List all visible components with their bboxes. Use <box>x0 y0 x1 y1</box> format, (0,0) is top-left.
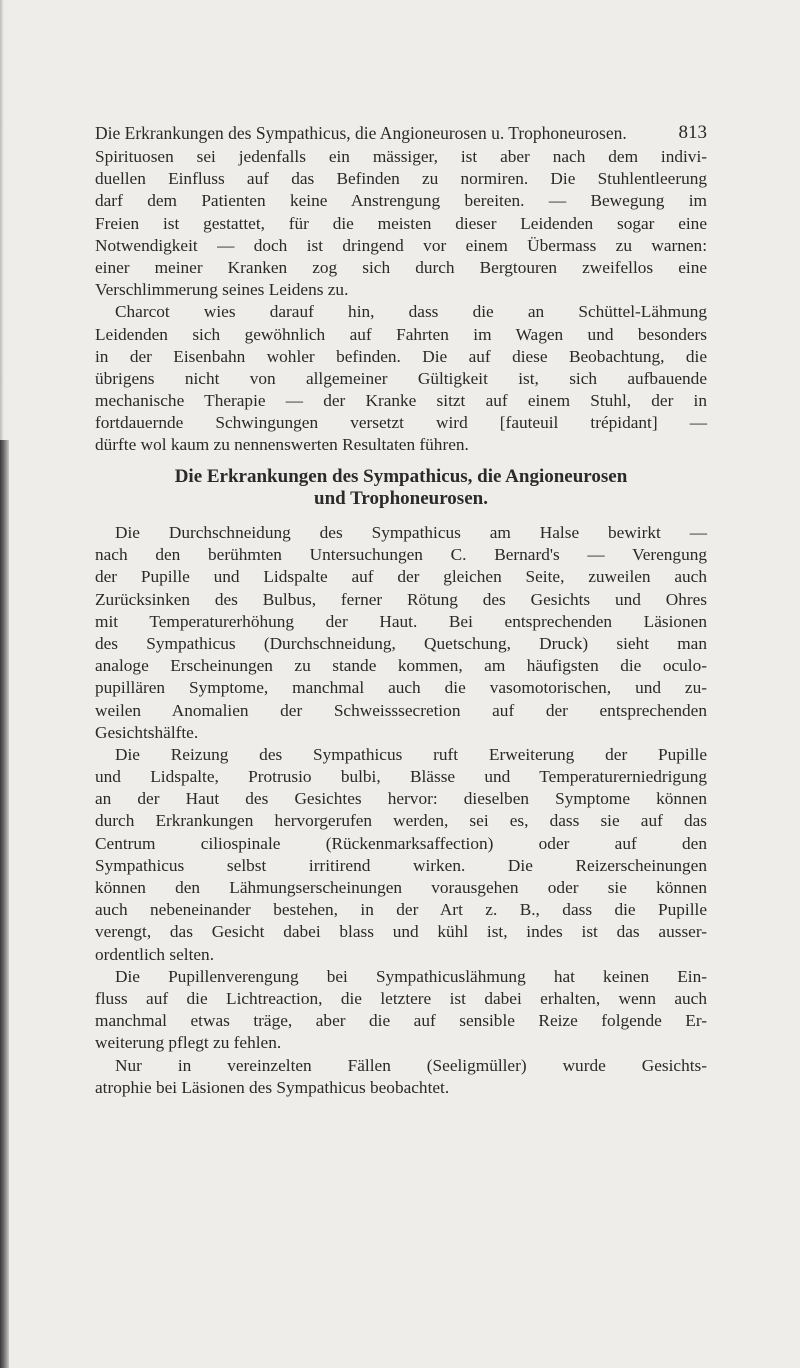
text-line: Spirituosen sei jedenfalls ein mässiger, ist aber nach dem indivi- <box>95 147 707 166</box>
text-line: durch Erkrankungen hervorgerufen werden, sei es, dass sie auf das <box>95 811 707 831</box>
paragraph-block-1 <box>95 146 707 457</box>
text-line: Die Durchschneidung des Sympathicus am Halse bewirkt — <box>115 523 707 542</box>
text-line: mechanische Therapie — der Kranke sitzt auf einem Stuhl, der in <box>95 391 707 411</box>
text-line: Verschlimmerung seines Leidens zu. <box>95 280 349 300</box>
text-line: nach den berühmten Untersuchungen C. Bernard's — Verengung <box>95 545 707 565</box>
page-gutter-shadow <box>0 0 4 440</box>
text-line: Sympathicus selbst irritirend wirken. Die Reizerscheinungen <box>95 855 707 875</box>
text-line: verengt, das Gesicht dabei blass und kühl ist, indes ist das ausser- <box>95 922 707 942</box>
text-line: Charcot wies darauf hin, dass die an Schüttel-Lähmung <box>115 302 707 322</box>
text-line: der Pupille und Lidspalte auf der gleichen Seite, zuweilen auch <box>95 567 707 587</box>
text-line: und Lidspalte, Protrusio bulbi, Blässe und Temperaturerniedrigung <box>95 767 707 787</box>
text-line: analoge Erscheinungen zu stande kommen, am häufigsten die oculo- <box>95 656 707 676</box>
text-line: können den Lähmungserscheinungen vorausgehen oder sie können <box>95 878 707 897</box>
text-line: manchmal etwas träge, aber die auf sensible Reize folgende Er- <box>95 1011 707 1031</box>
text-line: atrophie bei Läsionen des Sympathicus beobachtet. <box>95 1077 450 1097</box>
text-line: des Sympathicus (Durchschneidung, Quetschung, Druck) sieht man <box>95 633 707 653</box>
text-line: dürfte wol kaum zu nennenswerten Resultaten führen. <box>95 435 469 455</box>
text-line: Die Pupillenverengung bei Sympathicuslähmung hat keinen Ein- <box>115 966 707 986</box>
text-line: Die Reizung des Sympathicus ruft Erweiterung der Pupille <box>115 744 707 764</box>
text-line: weiterung pflegt zu fehlen. <box>95 1033 282 1053</box>
section-heading <box>95 466 707 510</box>
running-title: Die Erkrankungen des Sympathicus, die Angioneurosen u. Trophoneurosen. <box>95 123 627 143</box>
text-line: fortdauernde Schwingungen versetzt wird [fauteuil trépidant] — <box>95 413 707 433</box>
text-line: duellen Einfluss auf das Befinden zu normiren. Die Stuhlentleerung <box>95 169 707 189</box>
section-heading-line-2: und Trophoneurosen. <box>314 488 488 509</box>
text-line: einer meiner Kranken zog sich durch Bergtouren zweifellos eine <box>95 257 707 277</box>
text-line: Notwendigkeit — doch ist dringend vor einem Übermass zu warnen: <box>95 235 707 255</box>
text-line: Leidenden sich gewöhnlich auf Fahrten im Wagen und besonders <box>95 324 707 344</box>
text-line: Zurücksinken des Bulbus, ferner Rötung des Gesichts und Ohres <box>95 589 707 609</box>
page-number: 813 <box>678 122 707 143</box>
text-line: Gesichtshälfte. <box>95 722 199 742</box>
text-line: in der Eisenbahn wohler befinden. Die auf diese Beobachtung, die <box>95 346 707 366</box>
text-line: ordentlich selten. <box>95 944 215 964</box>
text-line: Nur in vereinzelten Fällen (Seeligmüller) wurde Gesichts- <box>115 1055 707 1075</box>
text-line: auch nebeneinander bestehen, in der Art z. B., dass die Pupille <box>95 900 707 920</box>
text-line: fluss auf die Lichtreaction, die letztere ist dabei erhalten, wenn auch <box>95 988 707 1008</box>
section-heading-line-1: Die Erkrankungen des Sympathicus, die Angioneurosen <box>174 466 628 487</box>
text-line: mit Temperaturerhöhung der Haut. Bei entsprechenden Läsionen <box>95 611 707 631</box>
text-line: pupillären Symptome, manchmal auch die vasomotorischen, und zu- <box>95 678 707 698</box>
text-line: übrigens nicht von allgemeiner Gültigkeit ist, sich aufbauende <box>95 368 707 388</box>
page-binding-edge <box>0 440 9 1368</box>
text-line: Freien ist gestattet, für die meisten dieser Leidenden sogar eine <box>95 213 707 233</box>
text-line: weilen Anomalien der Schweisssecretion auf der entsprechenden <box>95 700 707 720</box>
paragraph-block-2 <box>95 522 707 1099</box>
text-line: Centrum ciliospinale (Rückenmarksaffection) oder auf den <box>95 833 707 853</box>
text-line: darf dem Patienten keine Anstrengung bereiten. — Bewegung im <box>95 191 707 211</box>
text-line: an der Haut des Gesichtes hervor: dieselben Symptome können <box>95 789 707 809</box>
